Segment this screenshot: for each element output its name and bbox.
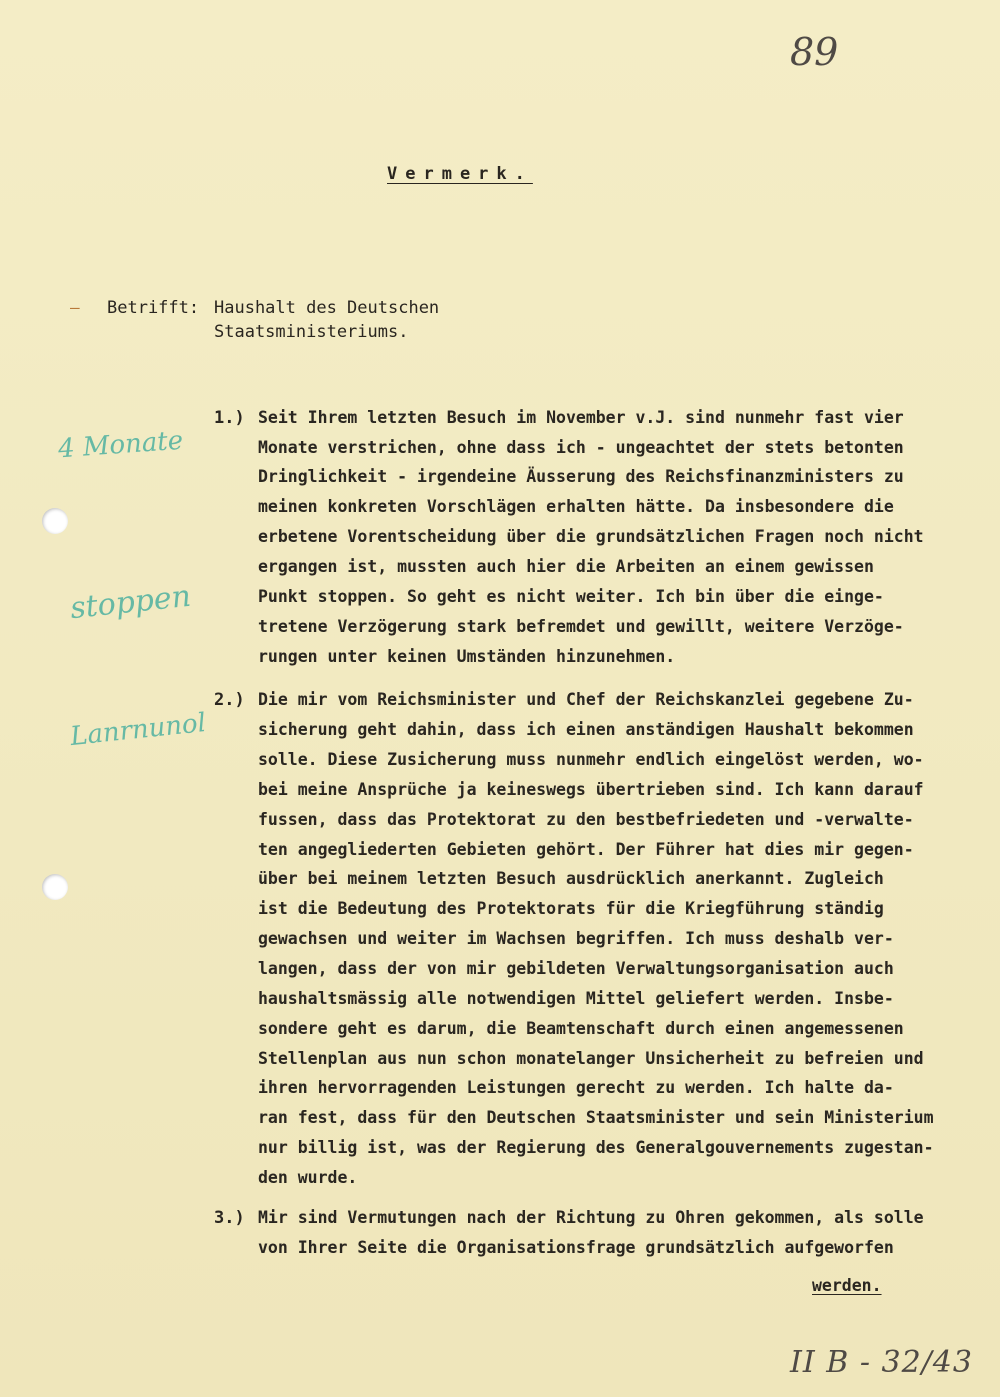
text-line: erbetene Vorentscheidung über die grundsätzlichen Fragen noch nicht (258, 527, 924, 546)
text-line: den wurde. (258, 1168, 358, 1187)
text-line: Monate verstrichen, ohne dass ich - ungeachtet der stets betonten (258, 438, 904, 457)
punch-hole (42, 874, 68, 900)
item-number: 1.) (214, 408, 245, 428)
text-line: gewachsen und weiter im Wachsen begriffen. Ich muss deshalb ver- (258, 929, 894, 948)
text-line: Stellenplan aus nun schon monatelanger Unsicherheit zu befreien und (258, 1049, 924, 1068)
subject-line-1: Haushalt des Deutschen (214, 298, 440, 318)
text-line: solle. Diese Zusicherung muss nunmehr endlich eingelöst werden, wo- (258, 750, 924, 769)
text-line: Seit Ihrem letzten Besuch im November v.J. sind nunmehr fast vier (258, 408, 904, 427)
item-number: 2.) (214, 690, 245, 710)
item-number: 3.) (214, 1208, 245, 1228)
margin-note: stoppen (68, 578, 193, 627)
punch-hole (42, 508, 68, 534)
text-line: bei meine Ansprüche ja keineswegs übertrieben sind. Ich kann darauf (258, 780, 924, 799)
text-line: tretene Verzögerung stark befremdet und gewillt, weitere Verzöge- (258, 617, 904, 636)
subject-line-2: Staatsministeriums. (214, 322, 409, 342)
subject-label: Betrifft: (107, 298, 200, 318)
text-line: über bei meinem letzten Besuch ausdrücklich anerkannt. Zugleich (258, 869, 884, 888)
page-number: 89 (790, 30, 839, 74)
text-line: von Ihrer Seite die Organisationsfrage grundsätzlich aufgeworfen (258, 1238, 894, 1257)
margin-note: Lanrnunol (68, 707, 208, 753)
text-line: Dringlichkeit - irgendeine Äusserung des Reichsfinanzministers zu (258, 467, 904, 486)
text-line: rungen unter keinen Umständen hinzunehmen. (258, 647, 676, 666)
text-line: nur billig ist, was der Regierung des Generalgouvernements zugestan- (258, 1138, 934, 1157)
closing-word: werden. (812, 1276, 882, 1295)
text-line: sondere geht es darum, die Beamtenschaft durch einen angemessenen (258, 1019, 904, 1038)
text-line: ergangen ist, mussten auch hier die Arbeiten an einem gewissen (258, 557, 874, 576)
text-line: Die mir vom Reichsminister und Chef der Reichskanzlei gegebene Zu- (258, 690, 914, 709)
text-line: ran fest, dass für den Deutschen Staatsminister und sein Ministerium (258, 1108, 934, 1127)
text-line: ist die Bedeutung des Protektorats für die Kriegführung ständig (258, 899, 884, 918)
text-line: ihren hervorragenden Leistungen gerecht zu werden. Ich halte da- (258, 1078, 894, 1097)
text-line: haushaltsmässig alle notwendigen Mittel geliefert werden. Insbe- (258, 989, 894, 1008)
text-line: meinen konkreten Vorschlägen erhalten hätte. Da insbesondere die (258, 497, 894, 516)
text-line: ten angegliederten Gebieten gehört. Der Führer hat dies mir gegen- (258, 840, 914, 859)
text-line: sicherung geht dahin, dass ich einen anständigen Haushalt bekommen (258, 720, 914, 739)
text-line: langen, dass der von mir gebildeten Verwaltungsorganisation auch (258, 959, 894, 978)
margin-note: 4 Monate (57, 425, 185, 465)
document-title: Vermerk. (387, 164, 533, 184)
margin-dash: – (70, 298, 80, 317)
text-line: Punkt stoppen. So geht es nicht weiter. Ich bin über die einge- (258, 587, 884, 606)
archive-reference: II B - 32/43 (790, 1345, 973, 1380)
text-line: fussen, dass das Protektorat zu den bestbefriedeten und -verwalte- (258, 810, 914, 829)
text-line: Mir sind Vermutungen nach der Richtung zu Ohren gekommen, als solle (258, 1208, 924, 1227)
